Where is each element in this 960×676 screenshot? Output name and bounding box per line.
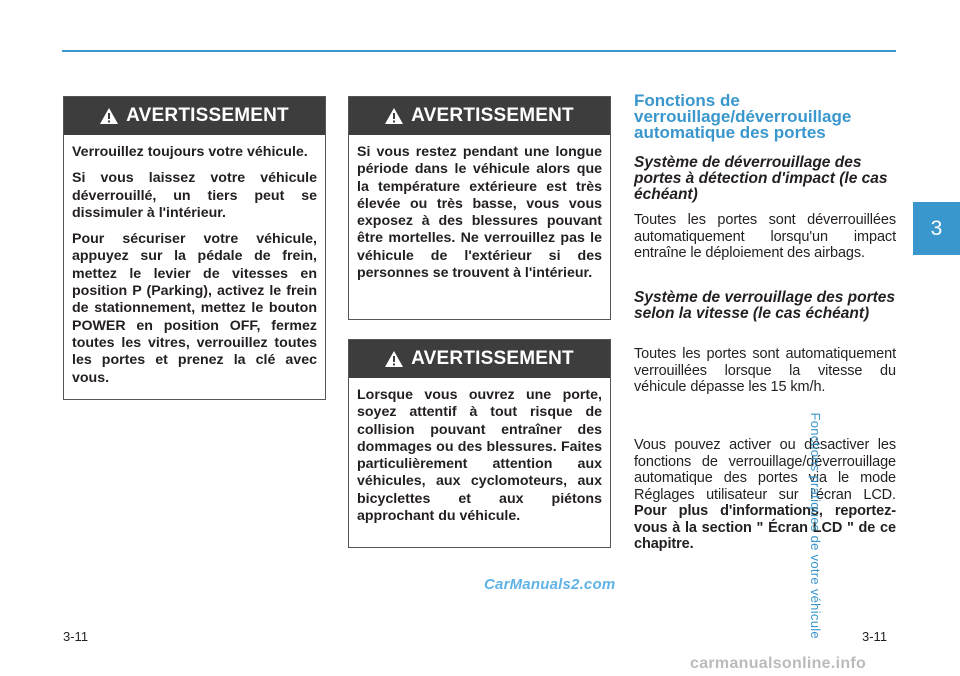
paragraph-impact: Toutes les portes sont déverrouillées automatiquement lorsqu'un impact entraîne le déploiement des airbags. bbox=[634, 212, 896, 261]
settings-text: Vous pouvez activer ou désactiver les fonctions de verrouillage/déverrouillage automatique des portes via le mode Réglages utilisateur sur l'écran LCD. bbox=[634, 437, 896, 503]
settings-reference: Pour plus d'informations, reportez-vous à la section " Écran LCD " de ce chapitre. bbox=[634, 503, 896, 552]
warning-header bbox=[349, 97, 610, 135]
warning-text: Si vous restez pendant une longue période dans le véhicule alors que la température extérieure est très élevée ou très basse, vous vous exposez à des blessures pouvant être mortelles. Ne verrouillez pas le véhicule de l'extérieur si des personnes se trouvent à l'intérieur. bbox=[357, 144, 602, 282]
warning-text: Pour sécuriser votre véhicule, appuyez sur la pédale de frein, mettez le levier de vitesses en position P (Parking), activez le frein de stationnement, mettez le bouton POWER en position OFF, fermez toutes les vitres, verrouillez toutes les portes et prenez la clé avec vous. bbox=[72, 231, 317, 386]
paragraph-settings bbox=[634, 437, 896, 553]
warning-triangle-icon bbox=[385, 108, 403, 124]
subsection-title-impact: Système de déverrouillage des portes à détection d'impact (le cas échéant) bbox=[634, 154, 888, 203]
section-title: Fonctions de verrouillage/déverrouillage automatique des portes bbox=[634, 91, 852, 142]
warning-box-temperature bbox=[348, 96, 611, 320]
warning-triangle-icon bbox=[100, 108, 118, 124]
page-number-left: 3-11 bbox=[63, 629, 89, 644]
chapter-title: Fonctions pratiques de votre véhicule bbox=[807, 412, 823, 639]
chapter-tab bbox=[913, 202, 960, 255]
warning-body bbox=[64, 135, 325, 387]
paragraph-speed: Toutes les portes sont automatiquement verrouillées lorsque la vitesse du véhicule dépasse les 15 km/h. bbox=[634, 346, 896, 395]
header-rule bbox=[62, 50, 896, 52]
page-number-right: 3-11 bbox=[862, 629, 888, 644]
warning-box-lock-vehicle bbox=[63, 96, 326, 400]
watermark: CarManuals2.com bbox=[484, 576, 616, 593]
warning-label: AVERTISSEMENT bbox=[411, 105, 574, 126]
footer-watermark: carmanualsonline.info bbox=[690, 655, 867, 672]
chapter-number: 3 bbox=[930, 216, 943, 240]
warning-label: AVERTISSEMENT bbox=[411, 348, 574, 369]
warning-box-door-opening bbox=[348, 339, 611, 548]
warning-label: AVERTISSEMENT bbox=[126, 105, 289, 126]
warning-text: Verrouillez toujours votre véhicule. bbox=[72, 144, 308, 160]
warning-text: Si vous laissez votre véhicule déverrouillé, un tiers peut se dissimuler à l'intérieur. bbox=[72, 170, 317, 221]
warning-triangle-icon bbox=[385, 351, 403, 367]
warning-body bbox=[349, 135, 610, 282]
warning-text: Lorsque vous ouvrez une porte, soyez attentif à tout risque de collision pouvant entraîner des dommages ou des blessures. Faites particulièrement attention aux véhicules, aux cyclomoteurs, aux bicyclettes et aux piétons approchant du véhicule. bbox=[357, 387, 602, 525]
warning-header bbox=[349, 340, 610, 378]
subsection-title-speed: Système de verrouillage des portes selon la vitesse (le cas échéant) bbox=[634, 289, 896, 322]
warning-body bbox=[349, 378, 610, 525]
warning-header bbox=[64, 97, 325, 135]
